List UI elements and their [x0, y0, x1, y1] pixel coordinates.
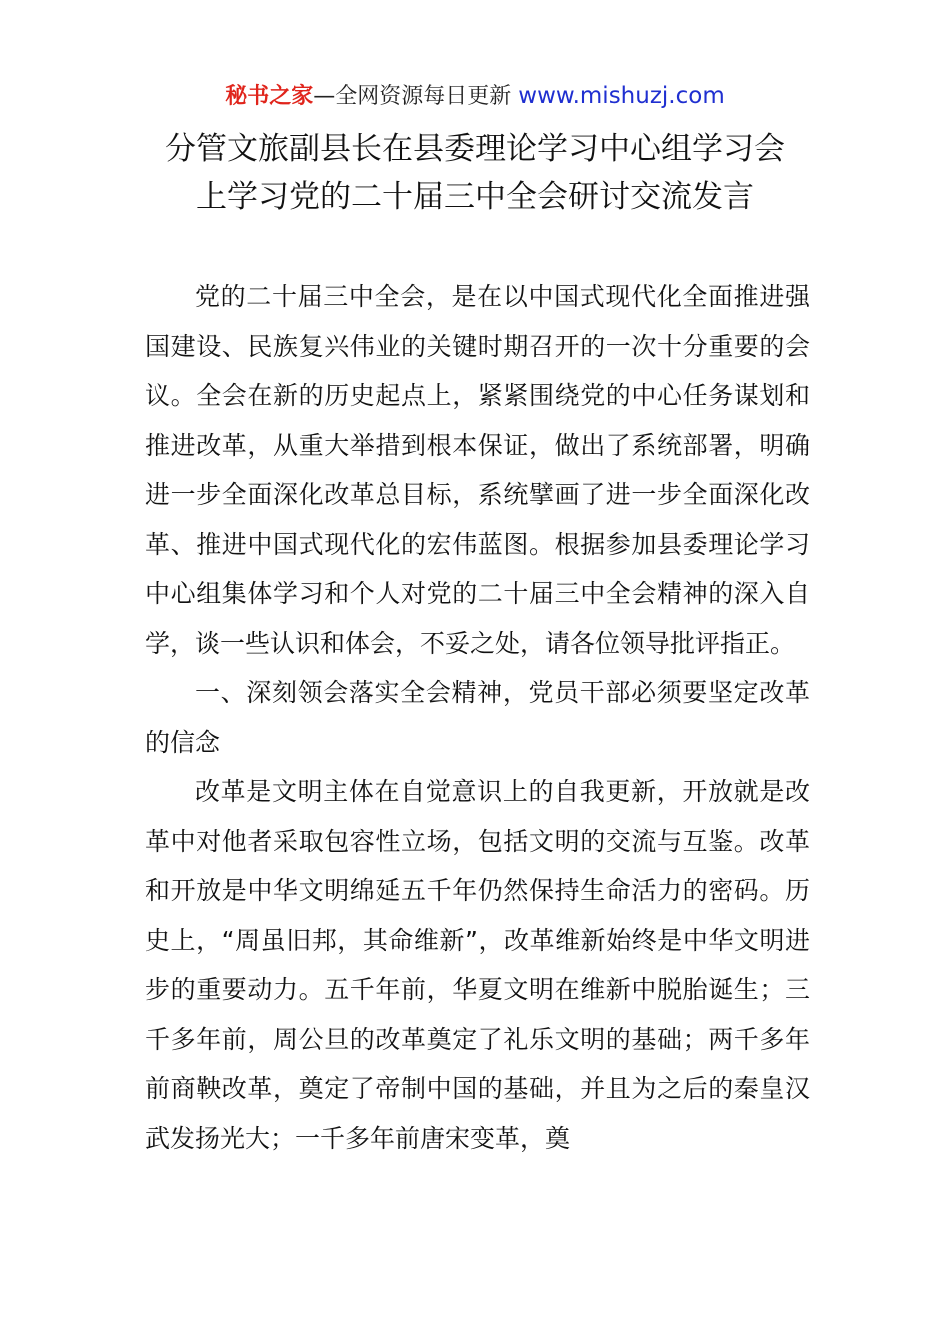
site-brand: 秘书之家 [225, 84, 314, 109]
document-body [145, 272, 810, 1163]
paragraph-reform: 改革是文明主体在自觉意识上的自我更新，开放就是改革中对他者采取包容性立场，包括文明的交流与互鉴。改革和开放是中华文明绵延五千年仍然保持生命活力的密码。历史上，“周虽旧邦，其命维新”，改革维新始终是中华文明进步的重要动力。五千年前，华夏文明在维新中脱胎诞生；三千多年前，周公旦的改革奠定了礼乐文明的基础；两千多年前商鞅改革，奠定了帝制中国的基础，并且为之后的秦皇汉武发扬光大；一千多年前唐宋变革，奠 [145, 777, 810, 1153]
paragraph-intro: 党的二十届三中全会，是在以中国式现代化全面推进强国建设、民族复兴伟业的关键时期召开的一次十分重要的会议。全会在新的历史起点上，紧紧围绕党的中心任务谋划和推进改革，从重大举措到根本保证，做出了系统部署，明确进一步全面深化改革总目标，系统擘画了进一步全面深化改革、推进中国式现代化的宏伟蓝图。根据参加县委理论学习中心组集体学习和个人对党的二十届三中全会精神的深入自学，谈一些认识和体会，不妥之处，请各位领导批评指正。 [145, 282, 810, 658]
document-title [0, 125, 950, 221]
site-url-link[interactable]: www.mishuzj.com [518, 83, 725, 109]
section-heading-1: 一、深刻领会落实全会精神，党员干部必须要坚定改革的信念 [145, 678, 810, 757]
site-tagline: —全网资源每日更新 [313, 84, 519, 109]
title-line-1: 分管文旅副县长在县委理论学习中心组学习会 [165, 131, 785, 167]
title-line-2: 上学习党的二十届三中全会研讨交流发言 [196, 179, 754, 215]
site-header [0, 80, 950, 113]
